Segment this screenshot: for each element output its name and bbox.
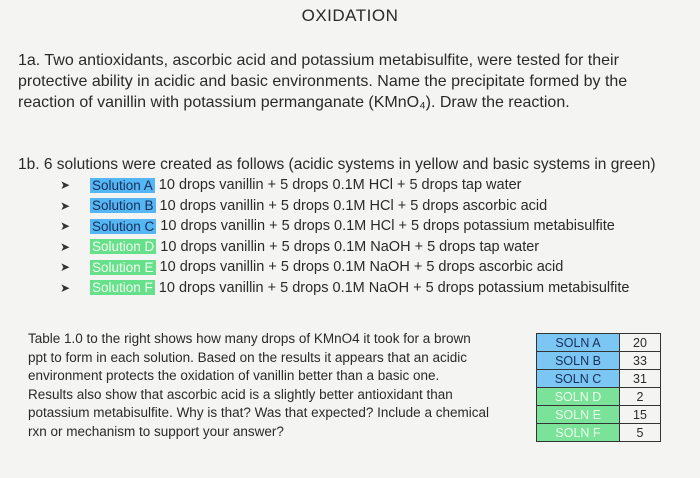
drops-value-cell: 2 <box>620 388 661 406</box>
page-title: OXIDATION <box>301 6 399 25</box>
arrow-bullet-icon: ➤ <box>60 198 71 213</box>
table-row <box>537 424 661 442</box>
arrow-bullet-icon: ➤ <box>60 280 71 295</box>
solution-name-cell: SOLN F <box>537 424 620 442</box>
drops-value-cell: 5 <box>620 424 661 442</box>
solution-label: Solution A <box>92 177 153 193</box>
table-row <box>537 352 661 370</box>
paragraph-line: environment protects the oxidation of vanillin better than a basic one. <box>28 368 440 383</box>
solution-item <box>60 278 629 298</box>
arrow-bullet-icon: ➤ <box>60 260 71 274</box>
solution-item <box>60 216 629 236</box>
drops-value-cell: 15 <box>620 406 661 424</box>
table-row <box>537 388 661 406</box>
solution-label: Solution C <box>92 218 155 234</box>
paragraph-line: rxn or mechanism to support your answer? <box>28 423 284 439</box>
solution-text: 10 drops vanillin + 5 drops 0.1M NaOH + 5 drops tap water <box>160 238 540 255</box>
solution-label: Solution D <box>92 239 155 254</box>
table-row <box>537 406 661 424</box>
solution-item <box>60 237 629 257</box>
drops-value-cell: 20 <box>620 334 661 352</box>
solution-name-cell: SOLN B <box>537 352 620 370</box>
question-1b-intro: 1b. 6 solutions were created as follows (acidic systems in yellow and basic systems in green) <box>18 156 656 173</box>
question-1a <box>18 50 678 113</box>
paragraph-line: potassium metabisulfite. Why is that? Was that expected? Include a chemical <box>28 405 489 420</box>
drops-value-cell: 33 <box>620 352 661 370</box>
solution-item <box>60 257 629 277</box>
solution-label: Solution B <box>92 198 154 213</box>
solution-label: Solution E <box>92 259 154 275</box>
solution-list <box>60 175 629 298</box>
question-1a-line: 1a. Two antioxidants, ascorbic acid and potassium metabisulfite, were tested for their <box>18 52 619 69</box>
solution-name-cell: SOLN E <box>537 406 620 424</box>
table-row <box>537 334 661 352</box>
drops-value-cell: 31 <box>620 370 661 388</box>
results-paragraph <box>28 330 528 441</box>
arrow-bullet-icon: ➤ <box>60 239 71 254</box>
solution-text: 10 drops vanillin + 5 drops 0.1M HCl + 5 drops ascorbic acid <box>159 197 548 214</box>
table-row <box>537 370 661 388</box>
question-1a-line: protective ability in acidic and basic environments. Name the precipitate formed by the <box>18 73 628 90</box>
solution-label: Solution F <box>92 280 153 295</box>
paragraph-line: ppt to form in each solution. Based on the results it appears that an acidic <box>28 349 468 365</box>
paragraph-line: Table 1.0 to the right shows how many drops of KMnO4 it took for a brown <box>28 331 471 346</box>
solution-text: 10 drops vanillin + 5 drops 0.1M NaOH + 5 drops ascorbic acid <box>159 259 564 275</box>
solution-name-cell: SOLN C <box>537 370 620 388</box>
solution-text: 10 drops vanillin + 5 drops 0.1M HCl + 5 drops tap water <box>158 177 522 193</box>
arrow-bullet-icon: ➤ <box>60 219 71 233</box>
results-table <box>536 333 661 442</box>
solution-item <box>60 196 629 216</box>
arrow-bullet-icon: ➤ <box>60 178 71 192</box>
question-1a-line: reaction of vanillin with potassium permanganate (KMnO₄). Draw the reaction. <box>18 94 570 111</box>
paragraph-line: Results also show that ascorbic acid is a slightly better antioxidant than <box>28 386 453 402</box>
solution-text: 10 drops vanillin + 5 drops 0.1M HCl + 5 drops potassium metabisulfite <box>160 218 615 234</box>
solution-text: 10 drops vanillin + 5 drops 0.1M NaOH + 5 drops potassium metabisulfite <box>158 279 630 296</box>
solution-item <box>60 175 629 195</box>
solution-name-cell: SOLN A <box>537 334 620 352</box>
solution-name-cell: SOLN D <box>537 388 620 406</box>
